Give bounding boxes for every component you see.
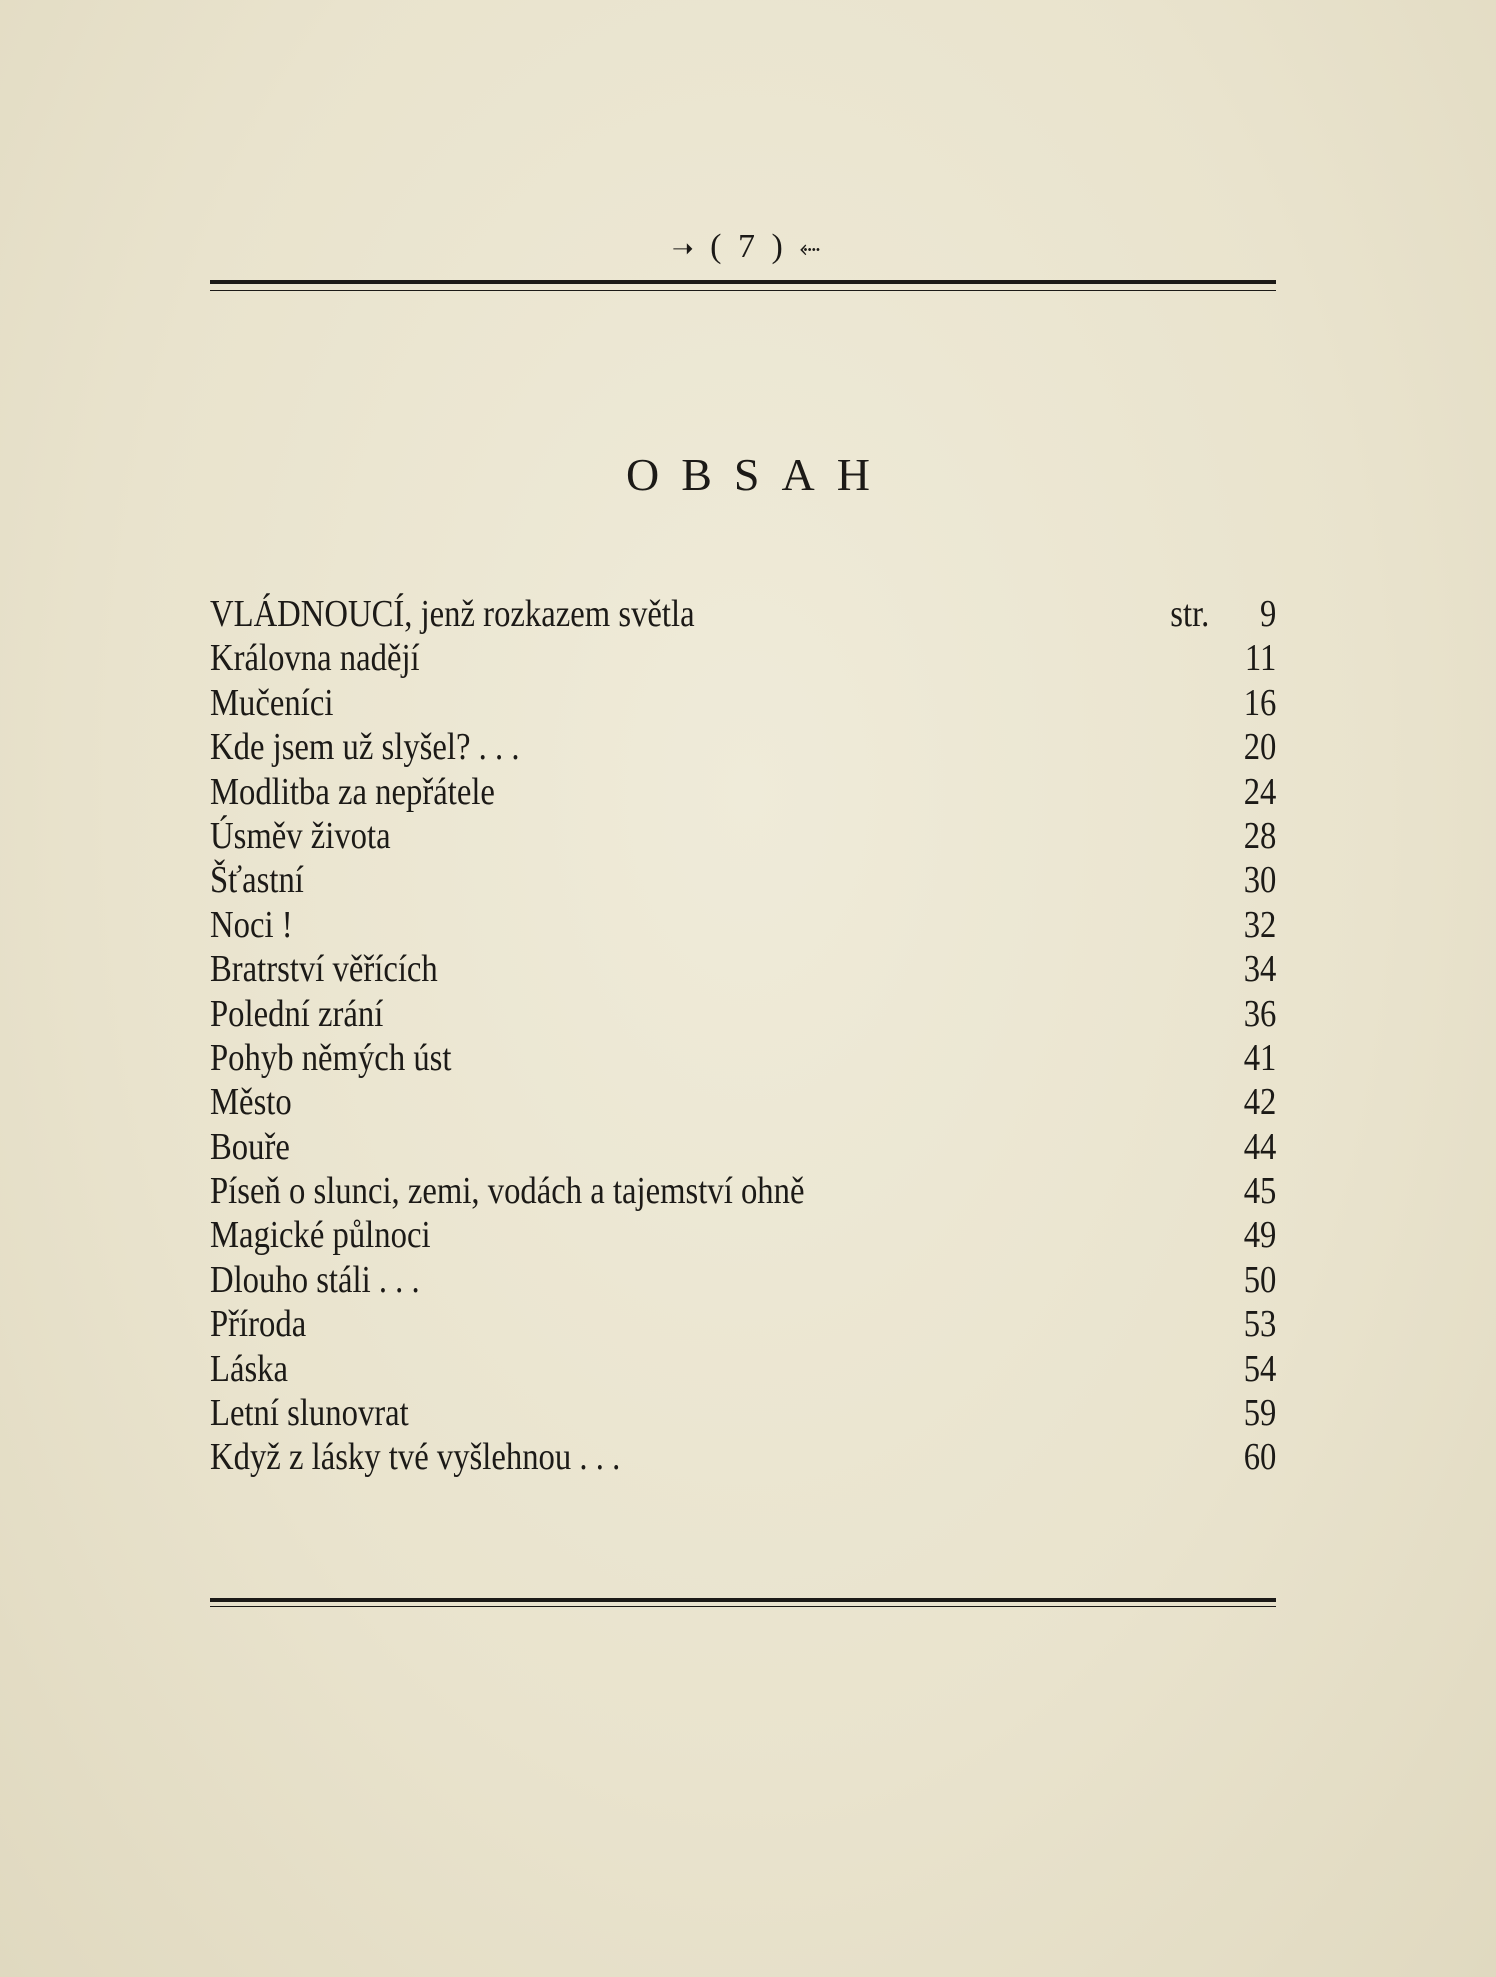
toc-entry-page: 41 <box>1243 1036 1277 1079</box>
page-prefix: str. <box>1170 593 1210 635</box>
toc-entry-title: Píseň o slunci, zemi, vodách a tajemství ohně <box>210 1170 805 1213</box>
toc-entry <box>210 1169 1276 1213</box>
toc-entry-title: Královna nadějí <box>210 637 420 680</box>
toc-entry-page: 59 <box>1243 1392 1277 1435</box>
page-number: ( 7 ) <box>710 228 787 265</box>
toc-entry-title: Polední zrání <box>210 992 384 1035</box>
toc-entry <box>210 636 1276 680</box>
toc-entry-title: Město <box>210 1081 292 1124</box>
toc-entry-page: 50 <box>1243 1258 1277 1301</box>
toc-entry <box>210 1435 1276 1479</box>
toc-entry <box>210 814 1276 858</box>
toc-entry-page: 54 <box>1243 1347 1277 1390</box>
table-of-contents <box>210 592 1276 1480</box>
toc-entry-page: 53 <box>1243 1303 1277 1346</box>
toc-entry-title: Noci ! <box>210 903 293 946</box>
toc-entry-page: 9 <box>1260 593 1277 635</box>
toc-entry <box>210 947 1276 991</box>
toc-entry-page: 49 <box>1243 1214 1277 1257</box>
bottom-divider-thin <box>210 1606 1276 1607</box>
toc-entry-page: 36 <box>1243 992 1277 1035</box>
toc-entry-page: 16 <box>1243 681 1277 724</box>
toc-entry-title: Šťastní <box>210 859 304 902</box>
toc-entry <box>210 858 1276 902</box>
toc-entry-title: Úsměv života <box>210 814 391 857</box>
toc-entry-title: Mučeníci <box>210 681 334 724</box>
top-divider <box>210 280 1276 284</box>
toc-entry-page: 45 <box>1243 1170 1277 1213</box>
toc-entry <box>210 1302 1276 1346</box>
toc-entry-title: Když z lásky tvé vyšlehnou . . . <box>210 1436 621 1479</box>
toc-entry <box>210 992 1276 1036</box>
top-divider-thin <box>210 290 1276 291</box>
toc-entry <box>210 1125 1276 1169</box>
toc-entry-page: 34 <box>1243 948 1277 991</box>
toc-entry-title: Bratrství věřících <box>210 948 438 991</box>
toc-entry <box>210 1036 1276 1080</box>
toc-entry-title: Letní slunovrat <box>210 1392 409 1435</box>
toc-entry <box>210 725 1276 769</box>
toc-entry-title: Kde jsem už slyšel? . . . <box>210 726 520 769</box>
toc-entry-page: 24 <box>1243 770 1277 813</box>
arrow-ornament-left-icon: ➝ <box>671 234 698 264</box>
toc-entry-title: Modlitba za nepřátele <box>210 770 495 813</box>
toc-entry <box>210 681 1276 725</box>
toc-entry <box>210 770 1276 814</box>
contents-heading: OBSAH <box>626 449 892 500</box>
toc-entry-page: 60 <box>1243 1436 1277 1479</box>
toc-entry-page: 11 <box>1244 637 1277 680</box>
toc-entry <box>210 903 1276 947</box>
toc-entry-title: Magické půlnoci <box>210 1214 431 1257</box>
toc-entry <box>210 1391 1276 1435</box>
toc-entry-title: Dlouho stáli . . . <box>210 1258 420 1301</box>
page-header <box>0 228 1496 266</box>
toc-entry <box>210 1080 1276 1124</box>
bottom-divider <box>210 1598 1276 1602</box>
toc-entry-page: 44 <box>1243 1125 1277 1168</box>
toc-entry <box>210 1258 1276 1302</box>
toc-entry-title: Příroda <box>210 1303 307 1346</box>
toc-entry-page: 28 <box>1243 814 1277 857</box>
toc-entry-title: VLÁDNOUCÍ, jenž rozkazem světla <box>210 593 695 635</box>
toc-entry-title: Bouře <box>210 1125 290 1168</box>
toc-entry <box>210 1347 1276 1391</box>
toc-entry <box>210 592 1276 636</box>
toc-entry <box>210 1213 1276 1257</box>
toc-entry-page: 32 <box>1243 903 1277 946</box>
toc-entry-title: Pohyb němých úst <box>210 1036 452 1079</box>
toc-entry-page: 20 <box>1243 726 1277 769</box>
toc-entry-page: 42 <box>1243 1081 1277 1124</box>
toc-entry-page: 30 <box>1243 859 1277 902</box>
toc-entry-title: Láska <box>210 1347 289 1390</box>
arrow-ornament-right-icon: ⬸ <box>799 233 825 263</box>
